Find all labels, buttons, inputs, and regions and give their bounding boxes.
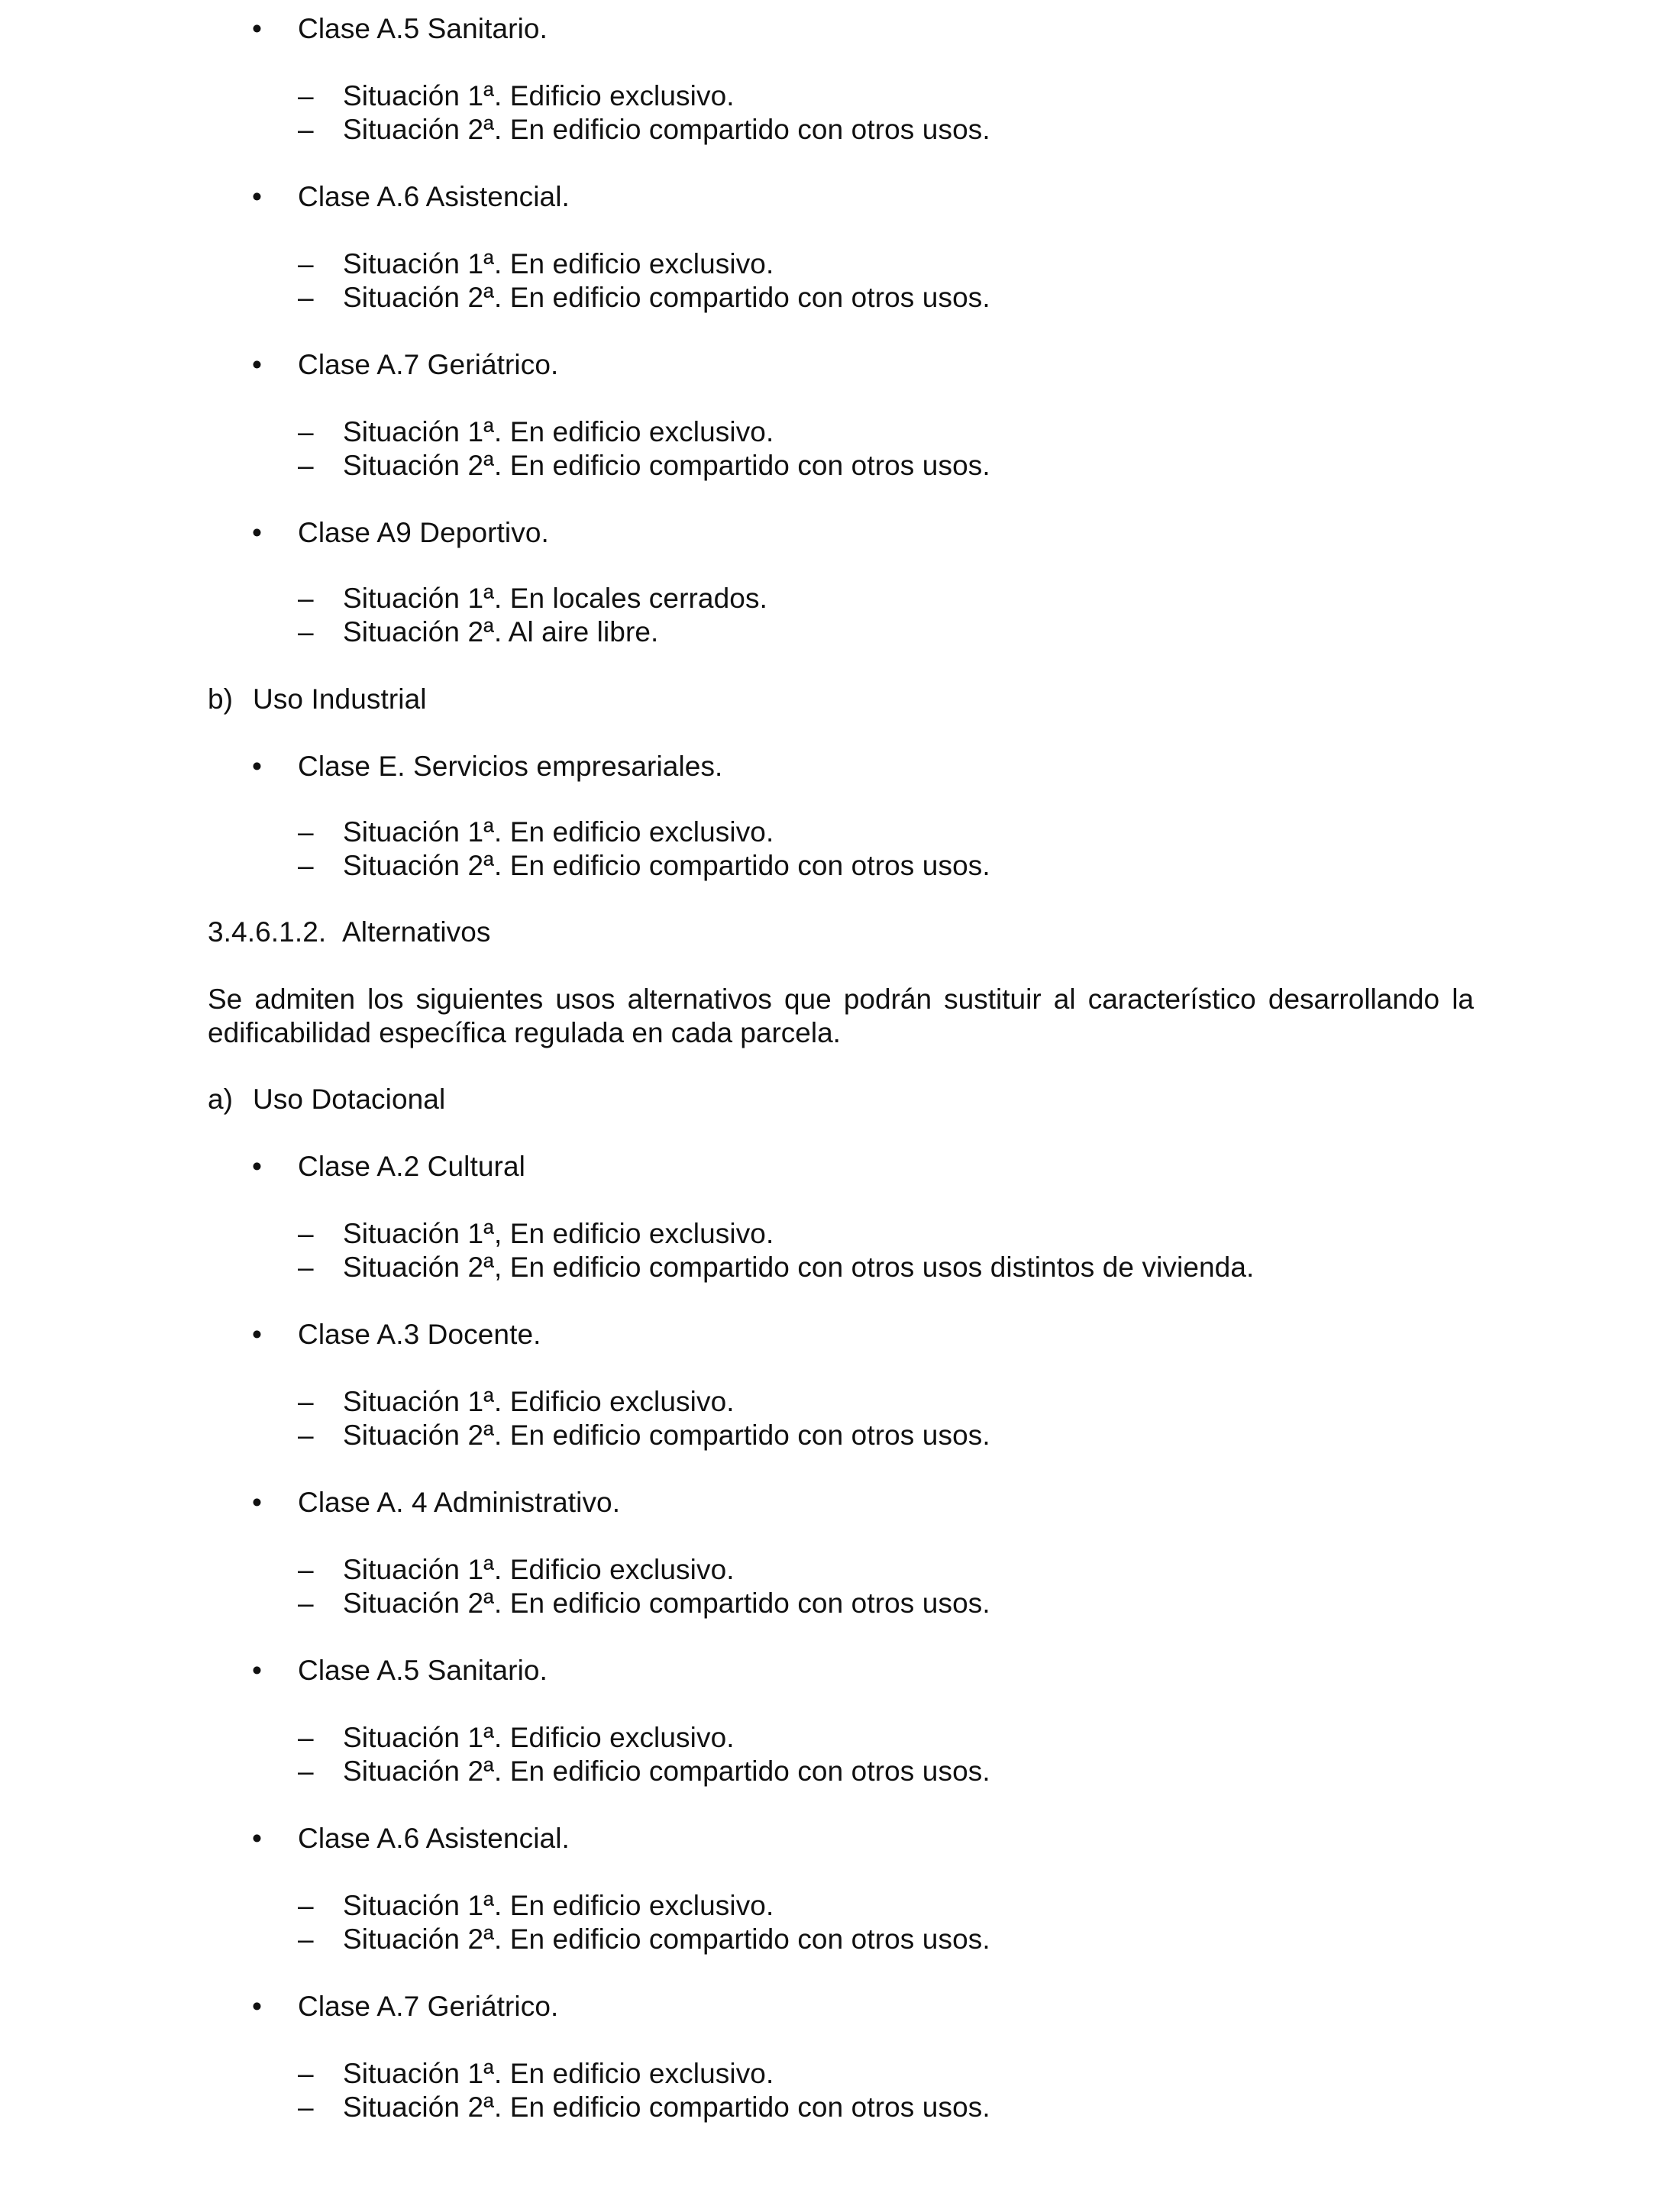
situation-item: Situación 2ª. En edificio compartido con otros usos. [343,1923,990,1955]
dash-icon: – [298,114,314,145]
bullet-icon: • [252,1823,262,1854]
dash-icon: – [298,2058,314,2089]
situation-item: Situación 1ª. En edificio exclusivo. [343,1890,774,1921]
bullet-icon: • [252,1151,262,1182]
dash-icon: – [298,1890,314,1921]
situation-item: Situación 2ª. En edificio compartido con otros usos. [343,450,990,481]
class-item: Clase A.7 Geriátrico. [298,1991,559,2022]
situation-item: Situación 1ª. En edificio exclusivo. [343,816,774,848]
dash-icon: – [298,80,314,111]
class-item: Clase A.5 Sanitario. [298,1655,548,1686]
class-item: Clase A.6 Asistencial. [298,1823,570,1854]
situation-item: Situación 1ª. En edificio exclusivo. [343,2058,774,2089]
situation-item: Situación 2ª. En edificio compartido con otros usos. [343,1419,990,1451]
dash-icon: – [298,450,314,481]
dash-icon: – [298,1587,314,1619]
bullet-icon: • [252,1319,262,1350]
situation-item: Situación 1ª. Edificio exclusivo. [343,1554,735,1585]
class-item: Clase A.3 Docente. [298,1319,541,1350]
situation-item: Situación 2ª, En edificio compartido con otros usos distintos de vivienda. [343,1252,1255,1283]
situation-item: Situación 1ª. Edificio exclusivo. [343,1386,735,1417]
situation-item: Situación 1ª. Edificio exclusivo. [343,80,735,111]
dash-icon: – [298,1419,314,1451]
situation-item: Situación 2ª. En edificio compartido con otros usos. [343,282,990,313]
dash-icon: – [298,1755,314,1787]
class-item: Clase A.7 Geriátrico. [298,349,559,380]
dash-icon: – [298,583,314,614]
list-marker: b) [208,683,234,715]
situation-item: Situación 2ª. En edificio compartido con otros usos. [343,2091,990,2123]
bullet-icon: • [252,1655,262,1686]
bullet-icon: • [252,13,262,44]
section-heading: Uso Dotacional [253,1084,446,1115]
dash-icon: – [298,416,314,447]
bullet-icon: • [252,349,262,380]
situation-item: Situación 1ª, En edificio exclusivo. [343,1218,774,1249]
situation-item: Situación 2ª. En edificio compartido con otros usos. [343,114,990,145]
situation-item: Situación 2ª. Al aire libre. [343,616,659,648]
situation-item: Situación 2ª. En edificio compartido con otros usos. [343,850,990,881]
dash-icon: – [298,850,314,881]
dash-icon: – [298,1252,314,1283]
dash-icon: – [298,282,314,313]
dash-icon: – [298,816,314,848]
dash-icon: – [298,1722,314,1753]
situation-item: Situación 1ª. En locales cerrados. [343,583,767,614]
list-marker: a) [208,1084,234,1115]
situation-item: Situación 1ª. En edificio exclusivo. [343,416,774,447]
situation-item: Situación 1ª. En edificio exclusivo. [343,248,774,279]
dash-icon: – [298,1218,314,1249]
situation-item: Situación 1ª. Edificio exclusivo. [343,1722,735,1753]
class-item: Clase A. 4 Administrativo. [298,1487,621,1518]
class-item: Clase A.5 Sanitario. [298,13,548,44]
bullet-icon: • [252,1991,262,2022]
bullet-icon: • [252,181,262,212]
dash-icon: – [298,1554,314,1585]
situation-item: Situación 2ª. En edificio compartido con otros usos. [343,1587,990,1619]
body-paragraph: Se admiten los siguientes usos alternativos que podrán sustituir al característico desarrollando la edificabilidad específica regulada en cada parcela. [208,983,1474,1048]
class-item: Clase E. Servicios empresariales. [298,751,723,782]
situation-item: Situación 2ª. En edificio compartido con otros usos. [343,1755,990,1787]
section-heading: Uso Industrial [253,683,427,715]
dash-icon: – [298,616,314,648]
dash-icon: – [298,1923,314,1955]
bullet-icon: • [252,1487,262,1518]
section-number: 3.4.6.1.2. [208,916,327,948]
class-item: Clase A.2 Cultural [298,1151,525,1182]
bullet-icon: • [252,517,262,548]
class-item: Clase A9 Deportivo. [298,517,549,548]
dash-icon: – [298,248,314,279]
class-item: Clase A.6 Asistencial. [298,181,570,212]
bullet-icon: • [252,751,262,782]
dash-icon: – [298,1386,314,1417]
section-title: Alternativos [342,916,491,948]
dash-icon: – [298,2091,314,2123]
